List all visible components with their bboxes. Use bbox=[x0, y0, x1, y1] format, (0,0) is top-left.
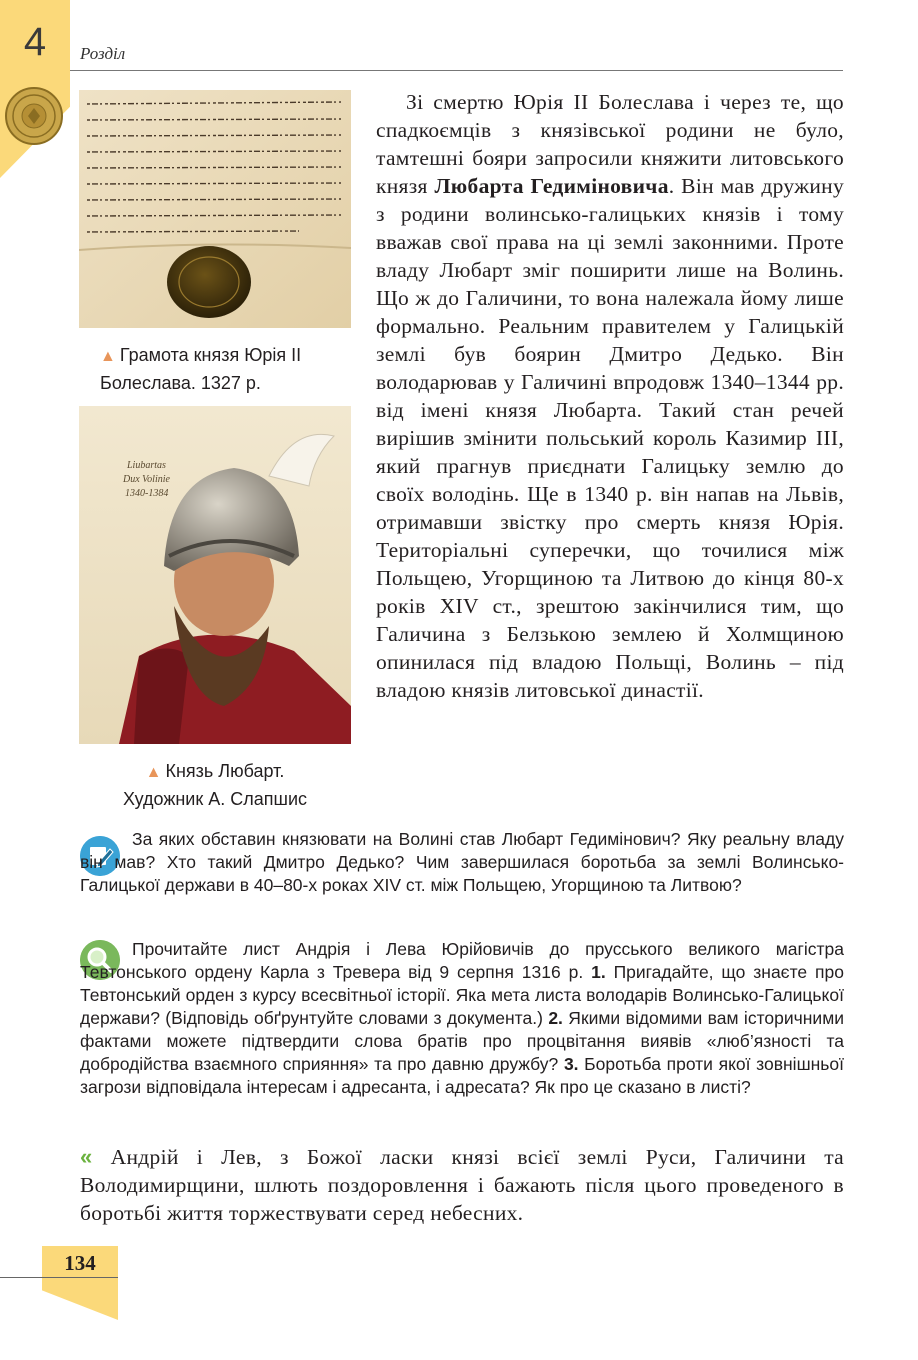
quote-mark-icon: « bbox=[80, 1144, 93, 1169]
document-quote: « Андрій і Лев, з Божої ласки князі всієї землі Руси, Галичини та Володимирщини, шлють поздоровлення і бажають після цього проведеного в боротьбі життя торжествувати серед небесних. bbox=[80, 1144, 844, 1225]
portrait-caption: ▲ Князь Любарт. Художник А. Слапшис bbox=[123, 761, 307, 809]
caption-triangle-icon: ▲ bbox=[145, 764, 162, 781]
footer-rule bbox=[0, 1277, 118, 1278]
chapter-number: 4 bbox=[23, 20, 47, 64]
charter-image bbox=[79, 90, 351, 328]
header-rule bbox=[70, 70, 843, 71]
main-paragraph: Зі смертю Юрія ІІ Болеслава і через те, що спадкоємців з князівської родини не було, тамтешні бояри запросили княжити литовського князя Любарта Гедиміновича. Він мав дружину з родини волинсько-галицьких князів і тому вважав свої права на ці землі законними. Проте владу Любарт зміг поширити лише на Волинь. Що ж до Галичини, то вона належала йому лише формально. Реальним правителем у Галицькій землі був боярин Дмитро Дедько. Він володарював у Галичині впродовж 1340–1344 рр. від імені князя Любарта. Такий стан речей вирішив змінити польський король Казимир ІІІ, який прагнув приєднати Галицьку землю до своїх володінь. Ще в 1340 р. він напав на Львів, отримавши звістку про смерть князя Юрія. Територіальні суперечки, що точилися між Польщею, Угорщиною та Литвою до кінця 80-х років XIV ст., зрештою закінчилися тим, що Галичина з Белзькою землею й Холмщиною опинилася під владою Польщі, Волинь – під владою князів литовської династії. bbox=[376, 90, 845, 702]
task-block: Прочитайте лист Андрія і Лева Юрійовичів до прусського великого магістра Тевтонського ордену Карла з Тревера від 9 серпня 1316 р. 1. Пригадайте, що знаєте про Тевтонський орден з курсу всесвітньої історії. Яка мета листа володарів Волинсько-Галицької держави? (Відповідь обґрунтуйте словами з документа.) 2. Якими відомими вам історичними фактами можете підтвердити слова братів про процвітання виявів «люб’язності та добродійства взаємного сприяння» та про давню дружбу? 3. Боротьба проти якої зовнішньої загрози відповідала інтересам і адресанта, і адресата? Як про це сказано в листі? bbox=[80, 939, 844, 1097]
chapter-label: Розділ bbox=[80, 44, 126, 63]
question-block: За яких обставин князювати на Волині став Любарт Гедимінович? Яку реальну владу він мав? Хто такий Дмитро Дедько? Чим завершилася боротьба за землі Волинсько-Галицької держави в 40–80-х роках XIV ст. між Польщею, Угорщиною та Литвою? bbox=[80, 829, 844, 895]
seal-icon bbox=[4, 86, 64, 146]
portrait-image bbox=[79, 406, 351, 744]
portrait-inscription-line2: Dux Volinie bbox=[123, 474, 170, 485]
page-number: 134 bbox=[64, 1251, 96, 1275]
portrait-inscription-line1: Liubartas bbox=[127, 460, 166, 471]
caption-triangle-icon: ▲ bbox=[100, 348, 116, 365]
bold-name: Любарта Гедиміновича bbox=[434, 174, 669, 198]
portrait-inscription-line3: 1340-1384 bbox=[125, 488, 169, 499]
charter-caption: ▲ Грамота князя Юрія ІІ Болеслава. 1327 р. bbox=[100, 345, 302, 393]
